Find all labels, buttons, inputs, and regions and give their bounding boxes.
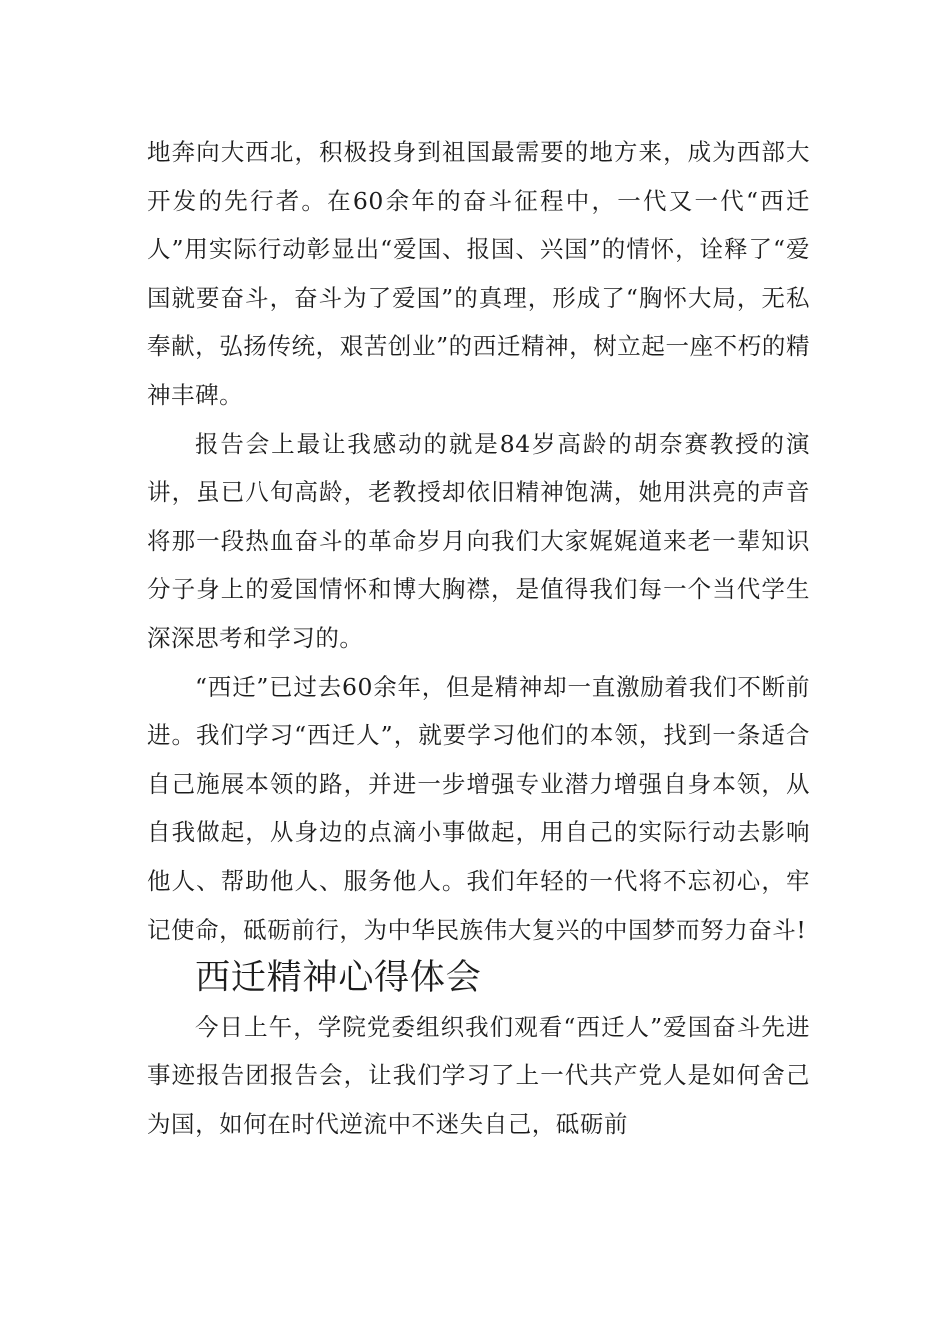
paragraph-continuation: 地奔向大西北，积极投身到祖国最需要的地方来，成为西部大开发的先行者。在60余年的奋斗征程中，一代又一代“西迁人”用实际行动彰显出“爱国、报国、兴国”的情怀，诠释了“爱国就要奋斗，奋斗为了爱国”的真理，形成了“胸怀大局，无私奉献，弘扬传统，艰苦创业”的西迁精神，树立起一座不朽的精神丰碑。 bbox=[147, 138, 810, 409]
paragraph-closing: 今日上午，学院党委组织我们观看“西迁人”爱国奋斗先进事迹报告团报告会，让我们学习了上一代共产党人是如何舍己为国，如何在时代逆流中不迷失自己，砥砺前 bbox=[147, 1012, 810, 1138]
paragraph-professor-speech: 报告会上最让我感动的就是84岁高龄的胡奈赛教授的演讲，虽已八旬高龄，老教授却依旧精神饱满，她用洪亮的声音将那一段热血奋斗的革命岁月向我们大家娓娓道来老一辈知识分子身上的爱国情怀和博大胸襟，是值得我们每一个当代学生深深思考和学习的。 bbox=[147, 429, 810, 652]
section-heading: 西迁精神心得体会 bbox=[195, 957, 482, 999]
document-body bbox=[147, 128, 810, 1148]
paragraph-spirit-inspiration: “西迁”已过去60余年，但是精神却一直激励着我们不断前进。我们学习“西迁人”，就要学习他们的本领，找到一条适合自己施展本领的路，并进一步增强专业潜力增强自身本领，从自我做起，从身边的点滴小事做起，用自己的实际行动去影响他人、帮助他人、服务他人。我们年轻的一代将不忘初心，牢记使命，砥砺前行，为中华民族伟大复兴的中国梦而努力奋斗! bbox=[147, 672, 810, 944]
